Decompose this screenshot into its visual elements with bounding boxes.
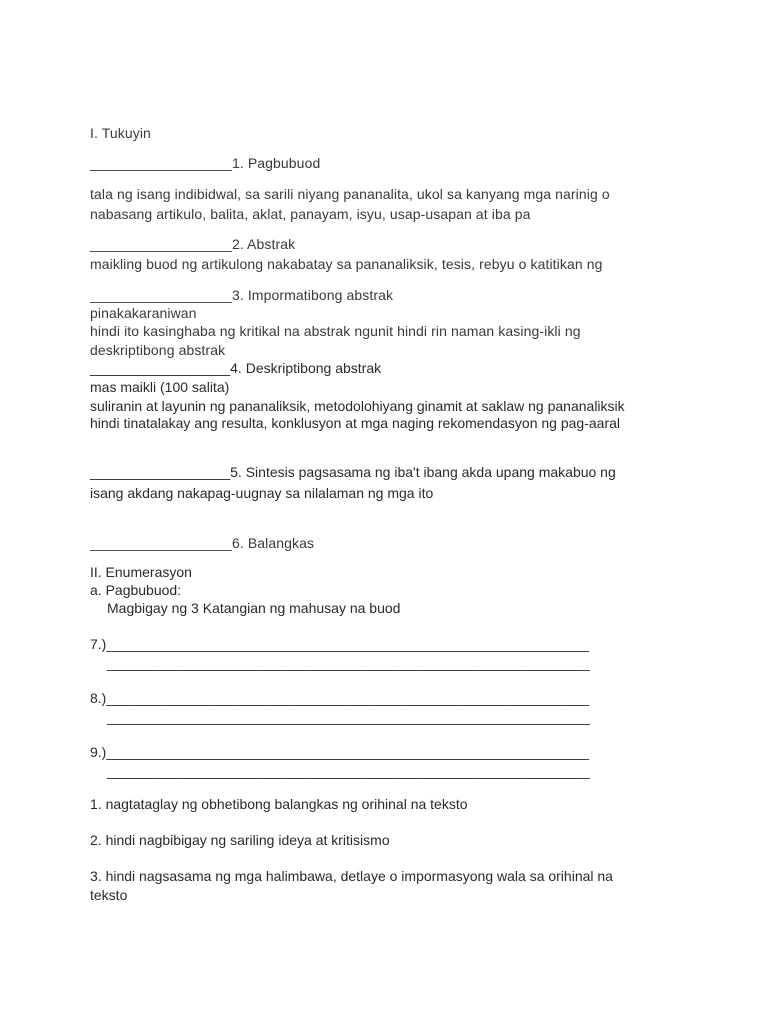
question-3-description-line-3: deskriptibong abstrak xyxy=(90,342,226,358)
section-heading-tukuyin: I. Tukuyin xyxy=(90,125,151,141)
section-heading-enumerasyon: II. Enumerasyon xyxy=(90,564,192,580)
answer-line-7: 7.)______________________________________________________________ xyxy=(90,636,590,652)
answer-line-9: 9.)______________________________________________________________ xyxy=(90,744,590,760)
enumeration-instruction: Magbigay ng 3 Katangian ng mahusay na buod xyxy=(107,600,401,616)
question-1-description-line-2: nabasang artikulo, balita, aklat, panayam, isyu, usap-usapan at iba pa xyxy=(90,206,531,222)
question-3: __________________3. Impormatibong abstrak xyxy=(90,287,394,303)
question-6: __________________6. Balangkas xyxy=(90,535,315,551)
answer-item-1: 1. nagtataglay ng obhetibong balangkas ng orihinal na teksto xyxy=(90,796,468,812)
answer-line-7-continued: ______________________________________________________________ xyxy=(107,655,590,671)
answer-line-8-continued: ______________________________________________________________ xyxy=(107,709,590,725)
answer-item-3-line-2: teksto xyxy=(90,887,128,903)
question-4-description-line-3: hindi tinatalakay ang resulta, konklusyon at mga naging rekomendasyon ng pag-aaral xyxy=(90,415,621,431)
question-1: __________________1. Pagbubuod xyxy=(90,155,321,171)
question-4-description-line-2: suliranin at layunin ng pananaliksik, metodolohiyang ginamit at saklaw ng pananaliksik xyxy=(90,398,625,414)
question-4-description-line-1: mas maikli (100 salita) xyxy=(90,379,230,395)
question-5-line-1: __________________5. Sintesis pagsasama ng iba't ibang akda upang makabuo ng xyxy=(90,464,616,480)
subsection-pagbubuod: a. Pagbubuod: xyxy=(90,582,182,598)
answer-line-9-continued: ______________________________________________________________ xyxy=(107,763,590,779)
answer-item-2: 2. hindi nagbibigay ng sariling ideya at kritisismo xyxy=(90,832,390,848)
question-4: __________________4. Deskriptibong abstrak xyxy=(90,360,382,376)
answer-item-3-line-1: 3. hindi nagsasama ng mga halimbawa, detlaye o impormasyong wala sa orihinal na xyxy=(90,868,613,884)
question-3-description-line-1: pinakakaraniwan xyxy=(90,305,197,321)
question-2-description: maikling buod ng artikulong nakabatay sa pananaliksik, tesis, rebyu o katitikan ng xyxy=(90,256,603,272)
question-3-description-line-2: hindi ito kasinghaba ng kritikal na abstrak ngunit hindi rin naman kasing-ikli ng xyxy=(90,323,581,339)
answer-line-8: 8.)______________________________________________________________ xyxy=(90,690,590,706)
question-1-description-line-1: tala ng isang indibidwal, sa sarili niyang pananalita, ukol sa kanyang mga narinig o xyxy=(90,186,610,202)
question-2: __________________2. Abstrak xyxy=(90,236,296,252)
question-5-line-2: isang akdang nakapag-uugnay sa nilalaman ng mga ito xyxy=(90,485,434,501)
